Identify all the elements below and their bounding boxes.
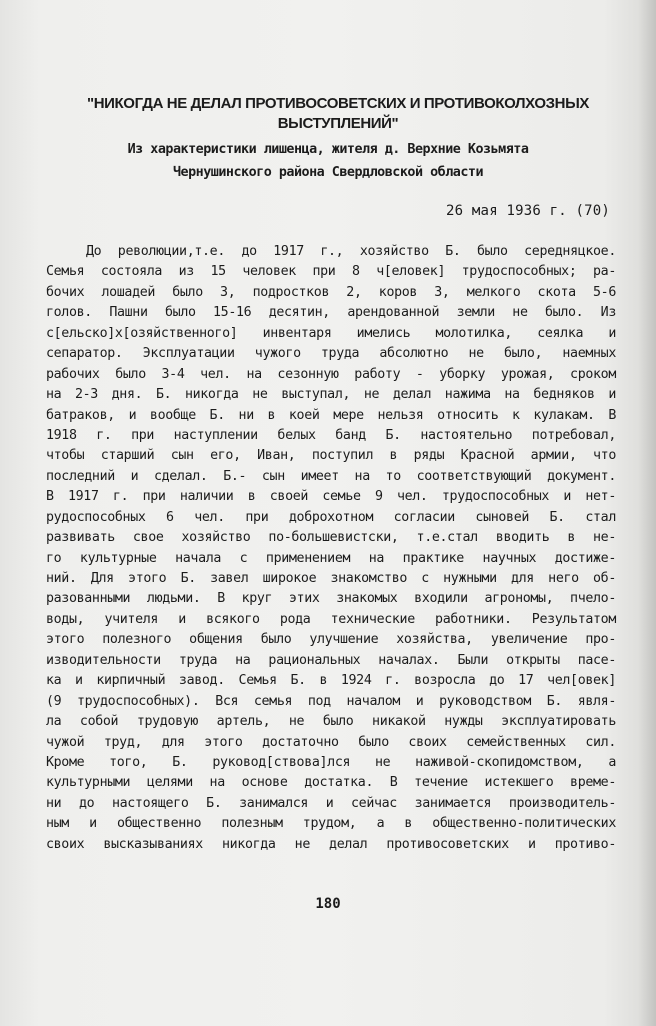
text-line: разованными людьми. В круг этих знакомых входили агрономы, пчело- — [46, 591, 616, 607]
text-line: ний. Для этого Б. завел широкое знакомство с нужными для него об- — [46, 571, 616, 586]
text-line: на 2-3 дня. Б. никогда не выступал, не делал нажима на бедняков и — [46, 387, 616, 403]
text-line: изводительности труда на рациональных началах. Были открыты пасе- — [46, 652, 616, 668]
text-line: культурными целями на основе достатка. В течение истекшего време- — [46, 775, 616, 791]
text-line: ла собой трудовую артель, не было никакой нужды эксплуатировать — [46, 714, 616, 730]
text-line: бочих лошадей было 3, подростков 2, коров 3, мелкого скота 5-6 — [46, 284, 616, 300]
text-line: рудоспособных 6 чел. при доброхотном согласии сыновей Б. стал — [46, 509, 616, 525]
text-line: батраков, и вообще Б. ни в коей мере нельзя относить к кулакам. В — [46, 407, 616, 423]
text-line: сепаратор. Эксплуатации чужого труда абсолютно не было, наемных — [46, 346, 616, 362]
text-line: чужой труд, для этого достаточно было своих семейственных сил. — [46, 734, 616, 750]
text-line: воды, учителя и всякого рода технические работники. Результатом — [46, 611, 616, 627]
subtitle-line: Чернушинского района Свердловской области — [172, 165, 484, 180]
text-line: (9 трудоспособных). Вся семья под началом и руководством Б. явля- — [46, 693, 616, 709]
text-line: 1918 г. при наступлении белых банд Б. настоятельно потребовал, — [46, 427, 616, 443]
text-line: развивать свое хозяйство по-большевистски, т.е.стал вводить в не- — [46, 530, 616, 546]
title-line: ВЫСТУПЛЕНИЙ" — [277, 115, 399, 132]
text-line: До революции,т.е. до 1917 г., хозяйство Б. было середняцкое. — [86, 244, 616, 259]
text-line: этого полезного общения было улучшение хозяйства, увеличение про- — [46, 632, 616, 648]
subtitle-line: Из характеристики лишенца, жителя д. Верхние Козьмята — [127, 142, 529, 157]
document-subtitle — [40, 138, 616, 184]
text-line: чтобы старший сын его, Иван, поступил в ряды Красной армии, что — [46, 448, 616, 464]
text-line: своих высказываниях никогда не делал противосоветских и противо- — [46, 836, 616, 852]
text-line: го культурные начала с применением на практике научных достиже- — [46, 550, 616, 566]
body-text — [46, 242, 616, 855]
text-line: ка и кирпичный завод. Семья Б. в 1924 г. возросла до 17 чел[овек] — [46, 673, 616, 689]
text-line: Кроме того, Б. руковод[ствова]лся не наживой-скопидомством, а — [46, 754, 616, 770]
text-line: ни до настоящего Б. занимался и сейчас занимается производитель- — [46, 795, 616, 811]
text-line: с[ельско]х[озяйственного] инвентаря имелись молотилка, сеялка и — [46, 325, 616, 341]
text-line: В 1917 г. при наличии в своей семье 9 чел. трудоспособных и нет- — [46, 489, 616, 505]
title-line: "НИКОГДА НЕ ДЕЛАЛ ПРОТИВОСОВЕТСКИХ И ПРОТИВОКОЛХОЗНЫХ — [87, 95, 589, 112]
text-line: ным и общественно полезным трудом, а в общественно-политических — [46, 816, 616, 832]
text-line: рабочих было 3-4 чел. на сезонную работу - уборку урожая, сроком — [46, 366, 616, 382]
document-title — [60, 94, 616, 134]
text-line: Семья состояла из 15 человек при 8 ч[еловек] трудоспособных; ра- — [46, 264, 616, 280]
page-number: 180 — [315, 896, 341, 912]
text-line: последний и сделал. Б.- сын имеет на то соответствующий документ. — [46, 468, 616, 484]
document-date: 26 мая 1936 г. (70) — [446, 203, 610, 219]
page-edge-shadow — [638, 0, 656, 1026]
text-line: голов. Пашни было 15-16 десятин, арендованной земли не было. Из — [46, 305, 616, 321]
